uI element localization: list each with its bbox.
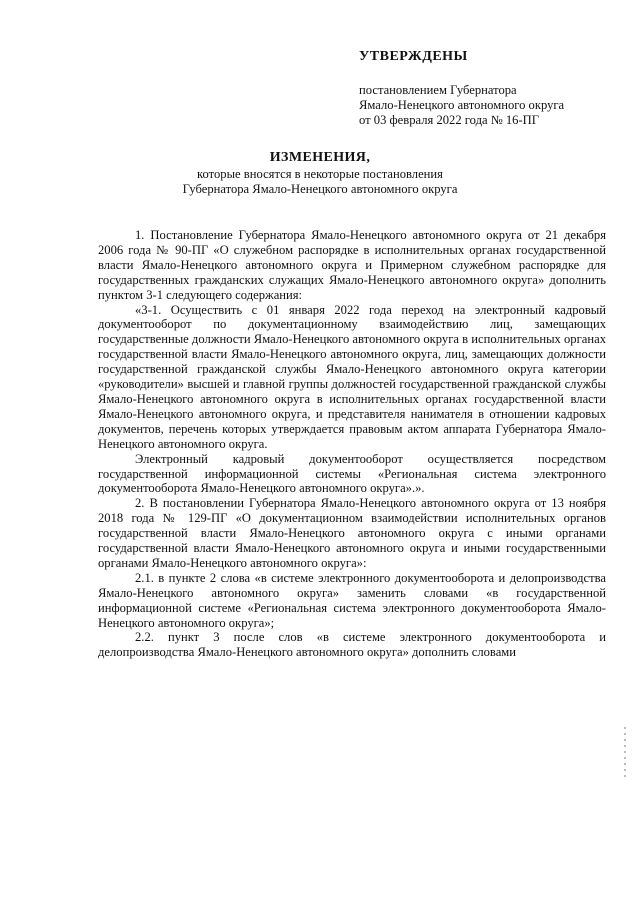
paragraph-2-1: 2.1. в пункте 2 слова «в системе электронного документооборота и делопроизводства Ямало-Ненецкого автономного округа» заменить словами «в государственной информационной системе «Региональная система электронного документооборота Ямало-Ненецкого автономного округа»;	[98, 570, 606, 630]
paragraph-2: 2. В постановлении Губернатора Ямало-Ненецкого автономного округа от 13 ноября 2018 года № 129-ПГ «О документационном взаимодействии исполнительных органов государственной власти Ямало-Ненецкого автономного округа с иными органами государственной власти Ямало-Ненецкого автономного округа и иными государственными органами Ямало-Ненецкого автономного округа»:	[98, 496, 606, 570]
document-subtitle-line: которые вносятся в некоторые постановления	[197, 167, 443, 181]
approval-heading: УТВЕРЖДЕНЫ	[359, 49, 468, 64]
document-title: ИЗМЕНЕНИЯ,	[269, 150, 371, 165]
approval-line: постановлением Губернатора	[359, 83, 517, 97]
paragraph-quote-3-1: «3-1. Осуществить с 01 января 2022 года переход на электронный кадровый документооборот по документационному взаимодействию лиц, замещающих государственные должности Ямало-Ненецкого автономного округа в исполнительных органах государственной власти Ямало-Ненецкого автономного округа, лиц, замещающих должности государственной гражданской службы Ямало-Ненецкого автономного округа категории «руководители» высшей и главной группы должностей государственной гражданской службы Ямало-Ненецкого автономного округа в исполнительных органах государственной власти Ямало-Ненецкого автономного округа, и представителя нанимателя в отношении кадровых документов, перечень которых утверждается правовым актом аппарата Губернатора Ямало-Ненецкого автономного округа.	[98, 302, 606, 451]
paragraph-2-2: 2.2. пункт 3 после слов «в системе электронного документооборота и делопроизводства Ямало-Ненецкого автономного округа» дополнить словами	[98, 630, 606, 660]
document-body	[98, 228, 606, 660]
scan-margin-dots	[624, 727, 626, 777]
approval-line: Ямало-Ненецкого автономного округа	[359, 98, 565, 112]
paragraph-1: 1. Постановление Губернатора Ямало-Ненецкого автономного округа от 21 декабря 2006 года № 90-ПГ «О служебном распорядке в исполнительных органах государственной власти Ямало-Ненецкого автономного округа и Примерном служебном распорядке для государственных гражданских служащих Ямало-Ненецкого автономного округа» дополнить пунктом 3-1 следующего содержания:	[98, 228, 606, 302]
document-subtitle-line: Губернатора Ямало-Ненецкого автономного округа	[182, 182, 458, 196]
approval-line: от 03 февраля 2022 года № 16-ПГ	[359, 113, 540, 127]
paragraph-electronic-docflow: Электронный кадровый документооборот осуществляется посредством государственной информационной системы «Региональная система электронного документооборота Ямало-Ненецкого автономного округа».».	[98, 451, 606, 496]
